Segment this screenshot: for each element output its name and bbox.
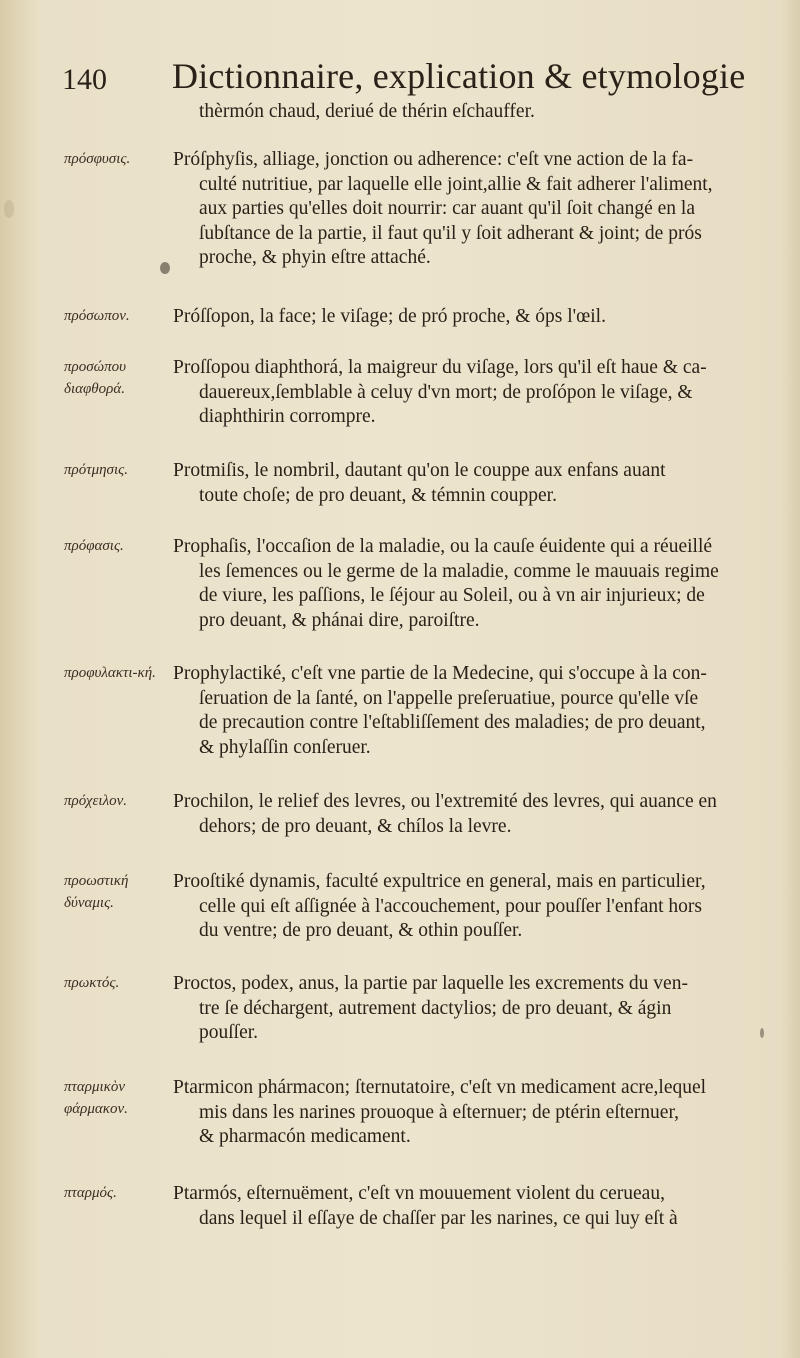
entry-line: & pharmacón medicament.: [199, 1126, 411, 1147]
greek-term: πρόσωπον.: [64, 308, 130, 324]
entry-line: Próſphyſis, alliage, jonction ou adherence: c'eſt vne action de la fa-: [173, 149, 694, 170]
entry-line: celle qui eſt aſſignée à l'accouchement, pour pouſſer l'enfant hors: [199, 895, 702, 917]
entry-text: [173, 535, 763, 633]
entry-line: pouſſer.: [199, 1022, 259, 1043]
entry-line: toute choſe; de pro deuant, & témnin coupper.: [199, 484, 557, 506]
entry-line: Próſſopon, la face; le viſage; de pró proche, & óps l'œil.: [173, 306, 606, 327]
entry-line: de viure, les paſſions, le ſéjour au Soleil, ou à vn air injurieux; de: [199, 585, 705, 606]
entry-line: Protmiſis, le nombril, dautant qu'on le couppe aux enfans auant: [173, 460, 666, 481]
continuation-text: thèrmón chaud, deriué de thérin eſchauffer.: [199, 101, 535, 122]
greek-term: πρόφασις.: [64, 538, 124, 554]
entry-text: [173, 662, 763, 760]
entry-line: Ptarmicon phármacon; ſternutatoire, c'eſt vn medicament acre,lequel: [173, 1077, 707, 1098]
entry-line: pro deuant, & phánai dire, paroiſtre.: [199, 609, 480, 631]
entry-text: [173, 972, 763, 1046]
entry-line: Prooſtiké dynamis, faculté expultrice en general, mais en particulier,: [173, 871, 706, 892]
entry-line: Ptarmós, eſternuëment, c'eſt vn mouuement violent du cerueau,: [173, 1183, 665, 1204]
ink-dot: [160, 262, 170, 274]
greek-term: πρότμησις.: [64, 462, 128, 478]
entry-line: Proſſopou diaphthorá, la maigreur du viſage, lors qu'il eſt haue & ca-: [173, 357, 707, 378]
page-header: [62, 55, 760, 105]
entry-text: [173, 148, 763, 271]
page-number: 140: [62, 63, 107, 96]
greek-term: προφυλακτι-κή.: [64, 665, 156, 681]
entry-text: [173, 870, 763, 944]
entry-line: & phylaſſin conſeruer.: [199, 736, 371, 758]
entry-text: [173, 305, 763, 330]
greek-term: πταρμικὸν φάρμακον.: [64, 1079, 128, 1117]
greek-term: προσώπου διαφθορά.: [64, 359, 126, 397]
entry-line: mis dans les narines prouoque à eſternuer; de ptérin eſternuer,: [199, 1101, 680, 1123]
entry-text: [173, 1182, 763, 1231]
entry-line: aux parties qu'elles doit nourrir: car auant qu'il ſoit changé en la: [199, 198, 695, 219]
paper-blemish: [4, 200, 14, 218]
entry-line: Prophaſis, l'occaſion de la maladie, ou la cauſe éuidente qui a réueillé: [173, 536, 713, 557]
entry-line: dauereux,ſemblable à celuy d'vn mort; de proſópon le viſage, &: [199, 381, 693, 403]
entry-line: dehors; de pro deuant, & chílos la levre.: [199, 815, 512, 837]
greek-term: πρόσφυσις.: [64, 151, 131, 167]
entry-line: Prochilon, le relief des levres, ou l'extremité des levres, qui auance en: [173, 791, 717, 812]
entry-line: ſubſtance de la partie, il faut qu'il y ſoit adherant & joint; de prós: [199, 222, 702, 244]
entry-line: diaphthirin corrompre.: [199, 406, 376, 427]
running-title: Dictionnaire, explication & etymologie: [172, 56, 746, 96]
entry-line: de precaution contre l'eſtabliſſement des maladies; de pro deuant,: [199, 712, 706, 733]
greek-term: προωστική δύναμις.: [64, 873, 129, 911]
entry-line: dans lequel il eſſaye de chaſſer par les narines, ce qui luy eſt à: [199, 1207, 678, 1229]
ink-dot: [760, 1028, 764, 1038]
entry-line: Proctos, podex, anus, la partie par laquelle les excrements du ven-: [173, 973, 688, 994]
greek-term: πταρμός.: [64, 1185, 117, 1201]
entry-text: [173, 459, 763, 508]
greek-term: πρωκτός.: [64, 975, 120, 991]
entry-line: Prophylactiké, c'eſt vne partie de la Medecine, qui s'occupe à la con-: [173, 663, 707, 684]
greek-term: πρόχειλον.: [64, 793, 127, 809]
entry-line: tre ſe déchargent, autrement dactylios; de pro deuant, & ágin: [199, 997, 672, 1019]
entry-text: [173, 356, 763, 430]
entry-line: ſeruation de la ſanté, on l'appelle preſeruatiue, pource qu'elle vſe: [199, 687, 699, 709]
entry-text: [173, 1076, 763, 1150]
entry-line: proche, & phyin eſtre attaché.: [199, 247, 431, 268]
entry-line: culté nutritiue, par laquelle elle joint,allie & fait adherer l'aliment,: [199, 173, 713, 195]
entry-line: les ſemences ou le germe de la maladie, comme le mauuais regime: [199, 560, 719, 582]
entry-line: du ventre; de pro deuant, & othin pouſſer.: [199, 920, 523, 941]
entry-text: [173, 790, 763, 839]
